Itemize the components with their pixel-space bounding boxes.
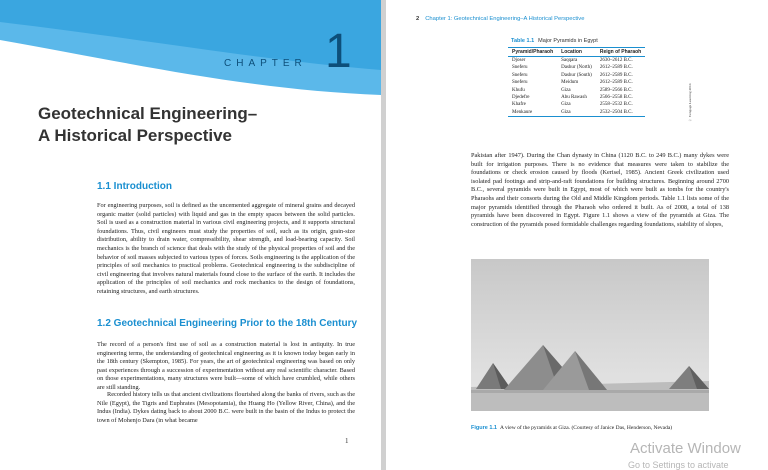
table-cell: Giza — [561, 109, 571, 115]
page-number: 1 — [345, 437, 349, 445]
figure-caption-text: A view of the pyramids at Giza. (Courtesy of Janice Das, Henderson, Nevada) — [499, 425, 673, 431]
table-cell: Sneferu — [512, 80, 528, 86]
right-page — [386, 0, 768, 470]
table-cell: Sneferu — [512, 72, 528, 78]
table-cell: 2612–2589 B.C. — [599, 65, 633, 71]
continued-paragraph: Pakistan after 1947). During the Chan dynasty in China (1120 B.C. to 249 B.C.) many dykes were built for irrigation purposes. There is no evidence that measures were taken to stabilize the foundations or check erosion caused by floods (Kerisel, 1985). Ancient Greek civilization used isolated pad footings and strip-and-raft foundations for building structures. Beginning around 2700 B.C., several pyramids were built in Egypt, most of which were built as tombs for the country's Pharaohs and their consorts during the Old and Middle Kingdom periods. Table 1.1 lists some of the major pyramids identified through the Pharaoh who ordered it built. As of 2008, a total of 138 pyramids have been discovered in Egypt. Figure 1.1 shows a view of the pyramids at Giza. The construction of the pyramids posed formidable challenges regarding foundations, stability of slopes, — [471, 152, 729, 228]
table-cell: 2532–2504 B.C. — [599, 109, 633, 115]
table-label: Table 1.1 — [511, 38, 535, 44]
table-cell: Dashur (North) — [561, 65, 592, 71]
table-cell: Giza — [561, 102, 571, 108]
chapter-title-line2: A Historical Perspective — [38, 126, 233, 145]
section-heading-prior-18th-century: 1.2 Geotechnical Engineering Prior to the 18th Century — [97, 318, 358, 329]
table-row — [508, 101, 645, 108]
table-cell: 2612–2589 B.C. — [599, 72, 633, 78]
pyramids-photo — [471, 259, 709, 411]
chapter-banner — [0, 0, 381, 95]
table-row — [508, 87, 645, 94]
running-header — [416, 16, 584, 22]
table-cell: Djoser — [512, 58, 526, 63]
table-header-row — [508, 48, 645, 57]
table-cell: Menkaure — [512, 109, 533, 115]
table-cell: Abu Rawash — [561, 95, 587, 101]
table-cell: Sneferu — [512, 65, 528, 71]
table-row — [508, 72, 645, 79]
table-credit: © Cengage Learning 2014 — [688, 83, 692, 122]
activate-windows-subtext: Go to Settings to activate — [628, 460, 729, 470]
table-header-location: Location — [557, 48, 596, 57]
figure-caption — [471, 425, 672, 431]
table-header-reign: Reign of Pharaoh — [596, 48, 645, 57]
table-row — [508, 79, 645, 86]
table-cell: 2589–2566 B.C. — [599, 87, 633, 93]
table-cell: 2558–2532 B.C. — [599, 102, 633, 108]
running-header-text: Chapter 1: Geotechnical Engineering–A Historical Perspective — [425, 16, 585, 22]
introduction-paragraph: For engineering purposes, soil is defined as the uncemented aggregate of mineral grains and decayed organic matter (solid particles) with liquid and gas in the empty spaces between the solid particles. Soil is used as a construction material in various civil engineering projects, and it supports structural foundations. Thus, civil engineers must study the properties of soil, such as its origin, grain-size distribution, ability to drain water, compressibility, shear strength, and load-bearing capacity. Soil mechanics is the branch of science that deals with the study of the physical properties of soil and the behavior of soil masses subjected to various types of forces. Soils engineering is the application of the principles of soil mechanics to practical problems. Geotechnical engineering is the subdiscipline of civil engineering that involves natural materials found close to the surface of the earth. It includes the application of the principles of soil mechanics and rock mechanics to the design of foundations, retaining structures, and earth structures. — [97, 202, 355, 295]
activate-windows-watermark: Activate Window — [630, 440, 741, 457]
pyramids-table — [508, 47, 645, 117]
table-title — [511, 38, 598, 44]
table-cell: Khafre — [512, 102, 526, 108]
table-cell: Dashur (South) — [561, 72, 592, 78]
running-header-page-number: 2 — [416, 16, 420, 22]
table-cell: Meidum — [561, 80, 579, 86]
history-paragraph-2: Recorded history tells us that ancient civilizations flourished along the banks of rivers, such as the Nile (Egypt), the Tigris and Euphrates (Mesopotamia), the Huang Ho (Yellow River, China), and the Indus (India). Dykes dating back to about 2000 B.C. were built in the basin of the Indus to protect the town of Mohenjo Dara (in what became — [97, 391, 355, 424]
table-row — [508, 94, 645, 101]
table-cell: Giza — [561, 87, 571, 93]
table-row — [508, 57, 645, 65]
table-cell: Saqqara — [561, 58, 578, 63]
left-page — [0, 0, 381, 470]
table-cell: Djedefre — [512, 95, 530, 101]
figure-label: Figure 1.1 — [471, 425, 497, 431]
table-cell: 2630–2612 B.C. — [599, 58, 633, 63]
table-caption: Major Pyramids in Egypt — [538, 38, 598, 44]
table-header-pharaoh: Pyramid/Pharaoh — [508, 48, 557, 57]
chapter-number: 1 — [325, 25, 352, 78]
table-row — [508, 64, 645, 71]
table-cell: Khufu — [512, 87, 525, 93]
chapter-label: CHAPTER — [224, 58, 307, 69]
table-row — [508, 109, 645, 117]
table-cell: 2566–2558 B.C. — [599, 95, 633, 101]
section-heading-introduction: 1.1 Introduction — [97, 181, 172, 192]
chapter-title — [38, 103, 358, 147]
chapter-title-line1: Geotechnical Engineering– — [38, 104, 258, 123]
table-cell: 2612–2589 B.C. — [599, 80, 633, 86]
history-paragraph-1: The record of a person's first use of soil as a construction material is lost in antiquity. In true engineering terms, the understanding of geotechnical engineering as it is known today began early in the 18th century (Skempton, 1985). For years, the art of geotechnical engineering was based on only past experiences through a succession of experimentation without any real scientific character. Based on those experimentations, many structures were built—some of which have crumbled, while others are still standing. — [97, 341, 355, 391]
